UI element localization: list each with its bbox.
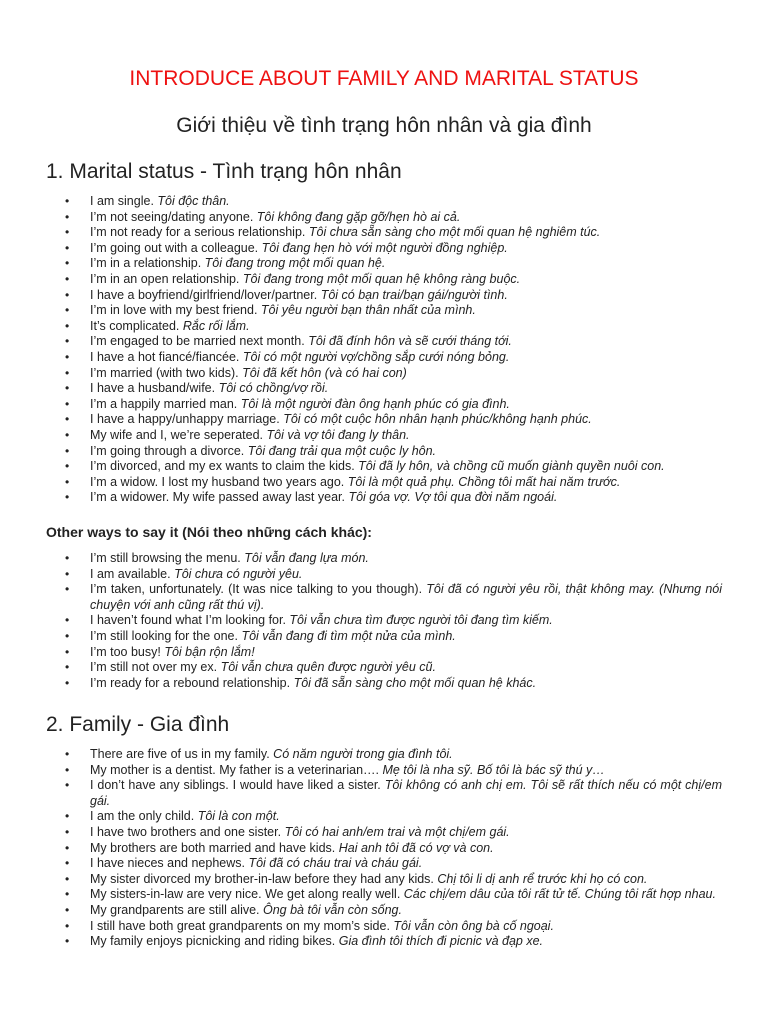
list-item [0, 747, 768, 763]
list-item [0, 256, 768, 272]
english-sentence: It’s complicated. [90, 318, 183, 333]
english-sentence: I’m still not over my ex. [90, 660, 221, 675]
english-sentence: I’m a widow. I lost my husband two years ago. [90, 474, 348, 489]
bullet-icon: • [65, 871, 70, 886]
english-sentence: I’m not seeing/dating anyone. [90, 209, 257, 224]
english-sentence: I’m engaged to be married next month. [90, 334, 309, 349]
list-item [0, 194, 768, 210]
bullet-icon: • [65, 918, 70, 933]
bullet-icon: • [65, 551, 70, 565]
list-item [0, 412, 768, 428]
english-sentence: I don’t have any siblings. I would have liked a sister. [90, 778, 385, 793]
list-item [0, 225, 768, 241]
list-item [0, 825, 768, 841]
english-sentence: I’m still looking for the one. [90, 628, 242, 643]
english-sentence: My wife and I, we’re seperated. [90, 427, 267, 442]
vietnamese-translation: Tôi vẫn chưa tìm được người tôi đang tìm kiếm. [289, 613, 553, 628]
bullet-icon: • [65, 381, 70, 396]
bullet-icon: • [65, 334, 70, 349]
english-sentence: I’m taken, unfortunately. (It was nice talking to you though). [90, 582, 427, 597]
vietnamese-translation: Tôi đang hẹn hò với một người đồng nghiệp. [261, 240, 508, 255]
bullet-icon: • [65, 628, 70, 643]
list-item [0, 841, 768, 857]
vietnamese-translation: Tôi có chồng/vợ rồi. [218, 381, 329, 396]
english-sentence: My sister divorced my brother-in-law before they had any kids. [90, 871, 438, 886]
bullet-icon: • [65, 443, 70, 458]
english-sentence: There are five of us in my family. [90, 747, 274, 761]
vietnamese-translation: Tôi yêu người bạn thân nhất của mình. [260, 303, 476, 318]
document-title: INTRODUCE ABOUT FAMILY AND MARITAL STATUS [129, 67, 639, 90]
list-item [0, 334, 768, 350]
bullet-icon: • [65, 887, 70, 902]
vietnamese-translation: Tôi vẫn đang lựa món. [244, 551, 369, 565]
list-item [0, 428, 768, 444]
bullet-icon: • [65, 809, 70, 824]
english-sentence: I’m a happily married man. [90, 396, 241, 411]
english-sentence: I’m in love with my best friend. [90, 303, 261, 318]
english-sentence: I’m married (with two kids). [90, 365, 243, 380]
list-item [0, 241, 768, 257]
list-item [0, 919, 768, 935]
list-item [0, 903, 768, 919]
list-item [0, 397, 768, 413]
vietnamese-translation: Mẹ tôi là nha sỹ. Bố tôi là bác sỹ thú y… [382, 762, 605, 777]
vietnamese-translation: Tôi có hai anh/em trai và một chị/em gái. [284, 824, 510, 839]
bullet-icon: • [65, 660, 70, 675]
bullet-icon: • [65, 582, 70, 597]
vietnamese-translation: Tôi đang trải qua một cuộc ly hôn. [247, 443, 437, 458]
other-ways-heading: Other ways to say it (Nói theo những cách khác): [46, 524, 372, 540]
vietnamese-translation: Tôi và vợ tôi đang ly thân. [266, 427, 410, 442]
bullet-icon: • [65, 287, 70, 302]
vietnamese-translation: Tôi là con một. [197, 809, 280, 824]
english-sentence: I’m too busy! [90, 644, 165, 659]
vietnamese-translation: Tôi đã có người yêu rồi, thật không may. (Nhưng nói chuyện với anh cũng rất thú vị). [90, 582, 723, 612]
bullet-icon: • [65, 349, 70, 364]
english-sentence: I’m in an open relationship. [90, 271, 243, 286]
vietnamese-translation: Có năm người trong gia đình tôi. [273, 747, 453, 761]
list-item [0, 582, 768, 613]
bullet-icon: • [65, 490, 70, 505]
bullet-icon: • [65, 427, 70, 442]
vietnamese-translation: Tôi đã đính hôn và sẽ cưới tháng tới. [308, 334, 512, 349]
list-item [0, 645, 768, 661]
list-item [0, 660, 768, 676]
vietnamese-translation: Tôi góa vợ. Vợ tôi qua đời năm ngoái. [348, 490, 558, 505]
family-list [0, 747, 768, 950]
english-sentence: I’m going through a divorce. [90, 443, 248, 458]
vietnamese-translation: Chị tôi li dị anh rể trước khi họ có con. [437, 871, 648, 886]
english-sentence: I’m ready for a rebound relationship. [90, 675, 294, 690]
list-item [0, 676, 768, 692]
bullet-icon: • [65, 474, 70, 489]
bullet-icon: • [65, 778, 70, 793]
bullet-icon: • [65, 747, 70, 761]
list-item [0, 444, 768, 460]
bullet-icon: • [65, 412, 70, 427]
list-item [0, 934, 768, 950]
vietnamese-translation: Gia đình tôi thích đi picnic và đạp xe. [338, 934, 544, 949]
english-sentence: I’m divorced, and my ex wants to claim the kids. [90, 459, 359, 474]
list-item [0, 490, 768, 506]
bullet-icon: • [65, 566, 70, 581]
vietnamese-translation: Các chị/em dâu của tôi rất tử tế. Chúng tôi rất hợp nhau. [403, 887, 716, 902]
vietnamese-translation: Tôi chưa sẵn sàng cho một mối quan hệ nghiêm túc. [308, 225, 601, 240]
list-item [0, 778, 768, 809]
vietnamese-translation: Tôi là một quả phụ. Chồng tôi mất hai năm trước. [347, 474, 621, 489]
bullet-icon: • [65, 762, 70, 777]
english-sentence: My mother is a dentist. My father is a veterinarian…. [90, 762, 383, 777]
english-sentence: I’m still browsing the menu. [90, 551, 245, 565]
english-sentence: I am the only child. [90, 809, 198, 824]
vietnamese-translation: Tôi độc thân. [157, 194, 230, 208]
bullet-icon: • [65, 271, 70, 286]
bullet-icon: • [65, 675, 70, 690]
section-heading-family: 2. Family - Gia đình [46, 713, 230, 736]
english-sentence: I’m a widower. My wife passed away last year. [90, 490, 349, 505]
vietnamese-translation: Tôi đã ly hôn, và chồng cũ muốn giành quyền nuôi con. [358, 459, 665, 474]
list-item [0, 613, 768, 629]
bullet-icon: • [65, 459, 70, 474]
vietnamese-translation: Tôi đang trong một mối quan hệ không ràng buộc. [242, 271, 521, 286]
list-item [0, 210, 768, 226]
english-sentence: I still have both great grandparents on my mom’s side. [90, 918, 394, 933]
list-item [0, 567, 768, 583]
vietnamese-translation: Rắc rối lắm. [182, 318, 250, 333]
bullet-icon: • [65, 934, 70, 949]
vietnamese-translation: Tôi bận rộn lắm! [164, 644, 255, 659]
bullet-icon: • [65, 824, 70, 839]
english-sentence: I am single. [90, 194, 158, 208]
english-sentence: My family enjoys picnicking and riding bikes. [90, 934, 339, 949]
bullet-icon: • [65, 194, 70, 208]
bullet-icon: • [65, 856, 70, 871]
vietnamese-translation: Tôi không có anh chị em. Tôi sẽ rất thích nếu có một chị/em gái. [90, 778, 722, 808]
list-item [0, 319, 768, 335]
list-item [0, 366, 768, 382]
section-heading-marital-status: 1. Marital status - Tình trạng hôn nhân [46, 160, 402, 183]
vietnamese-translation: Tôi có bạn trai/bạn gái/người tình. [320, 287, 508, 302]
english-sentence: I am available. [90, 566, 175, 581]
english-sentence: I’m going out with a colleague. [90, 240, 262, 255]
bullet-icon: • [65, 240, 70, 255]
vietnamese-translation: Tôi vẫn còn ông bà cố ngoại. [393, 918, 554, 933]
vietnamese-translation: Ông bà tôi vẫn còn sống. [263, 902, 402, 917]
english-sentence: I have a husband/wife. [90, 381, 219, 396]
list-item [0, 303, 768, 319]
vietnamese-translation: Tôi vẫn chưa quên được người yêu cũ. [220, 660, 436, 675]
english-sentence: I have a hot fiancé/fiancée. [90, 349, 243, 364]
vietnamese-translation: Tôi đã sẵn sàng cho một mối quan hệ khác. [293, 675, 537, 690]
list-item [0, 288, 768, 304]
list-item [0, 887, 768, 903]
list-item [0, 763, 768, 779]
english-sentence: I have a happy/unhappy marriage. [90, 412, 284, 427]
bullet-icon: • [65, 613, 70, 628]
bullet-icon: • [65, 365, 70, 380]
english-sentence: I’m not ready for a serious relationship. [90, 225, 309, 240]
bullet-icon: • [65, 303, 70, 318]
bullet-icon: • [65, 902, 70, 917]
english-sentence: I have a boyfriend/girlfriend/lover/partner. [90, 287, 321, 302]
vietnamese-translation: Tôi là một người đàn ông hạnh phúc có gia đình. [240, 396, 510, 411]
vietnamese-translation: Tôi không đang gặp gỡ/hẹn hò ai cả. [256, 209, 461, 224]
bullet-icon: • [65, 644, 70, 659]
vietnamese-translation: Tôi có một người vợ/chồng sắp cưới nóng bỏng. [242, 349, 510, 364]
list-item [0, 872, 768, 888]
list-item [0, 381, 768, 397]
document-subtitle: Giới thiệu về tình trạng hôn nhân và gia đình [176, 114, 592, 137]
vietnamese-translation: Tôi chưa có người yêu. [174, 566, 303, 581]
list-item [0, 459, 768, 475]
list-item [0, 629, 768, 645]
english-sentence: My brothers are both married and have kids. [90, 840, 339, 855]
bullet-icon: • [65, 396, 70, 411]
vietnamese-translation: Tôi đang trong một mối quan hệ. [204, 256, 386, 271]
list-item [0, 350, 768, 366]
english-sentence: I haven’t found what I’m looking for. [90, 613, 290, 628]
vietnamese-translation: Tôi vẫn đang đi tìm một nửa của mình. [241, 628, 456, 643]
bullet-icon: • [65, 256, 70, 271]
english-sentence: My grandparents are still alive. [90, 902, 263, 917]
list-item [0, 551, 768, 567]
list-item [0, 809, 768, 825]
english-sentence: My sisters-in-law are very nice. We get along really well. [90, 887, 404, 902]
bullet-icon: • [65, 318, 70, 333]
bullet-icon: • [65, 209, 70, 224]
english-sentence: I have nieces and nephews. [90, 856, 249, 871]
list-item [0, 272, 768, 288]
vietnamese-translation: Tôi đã có cháu trai và cháu gái. [248, 856, 423, 871]
bullet-icon: • [65, 225, 70, 240]
other-ways-list [0, 551, 768, 691]
vietnamese-translation: Hai anh tôi đã có vợ và con. [338, 840, 494, 855]
english-sentence: I have two brothers and one sister. [90, 824, 285, 839]
bullet-icon: • [65, 840, 70, 855]
list-item [0, 475, 768, 491]
vietnamese-translation: Tôi đã kết hôn (và có hai con) [242, 365, 407, 380]
marital-status-list [0, 194, 768, 506]
list-item [0, 856, 768, 872]
english-sentence: I’m in a relationship. [90, 256, 205, 271]
vietnamese-translation: Tôi có một cuộc hôn nhân hạnh phúc/không hạnh phúc. [283, 412, 592, 427]
